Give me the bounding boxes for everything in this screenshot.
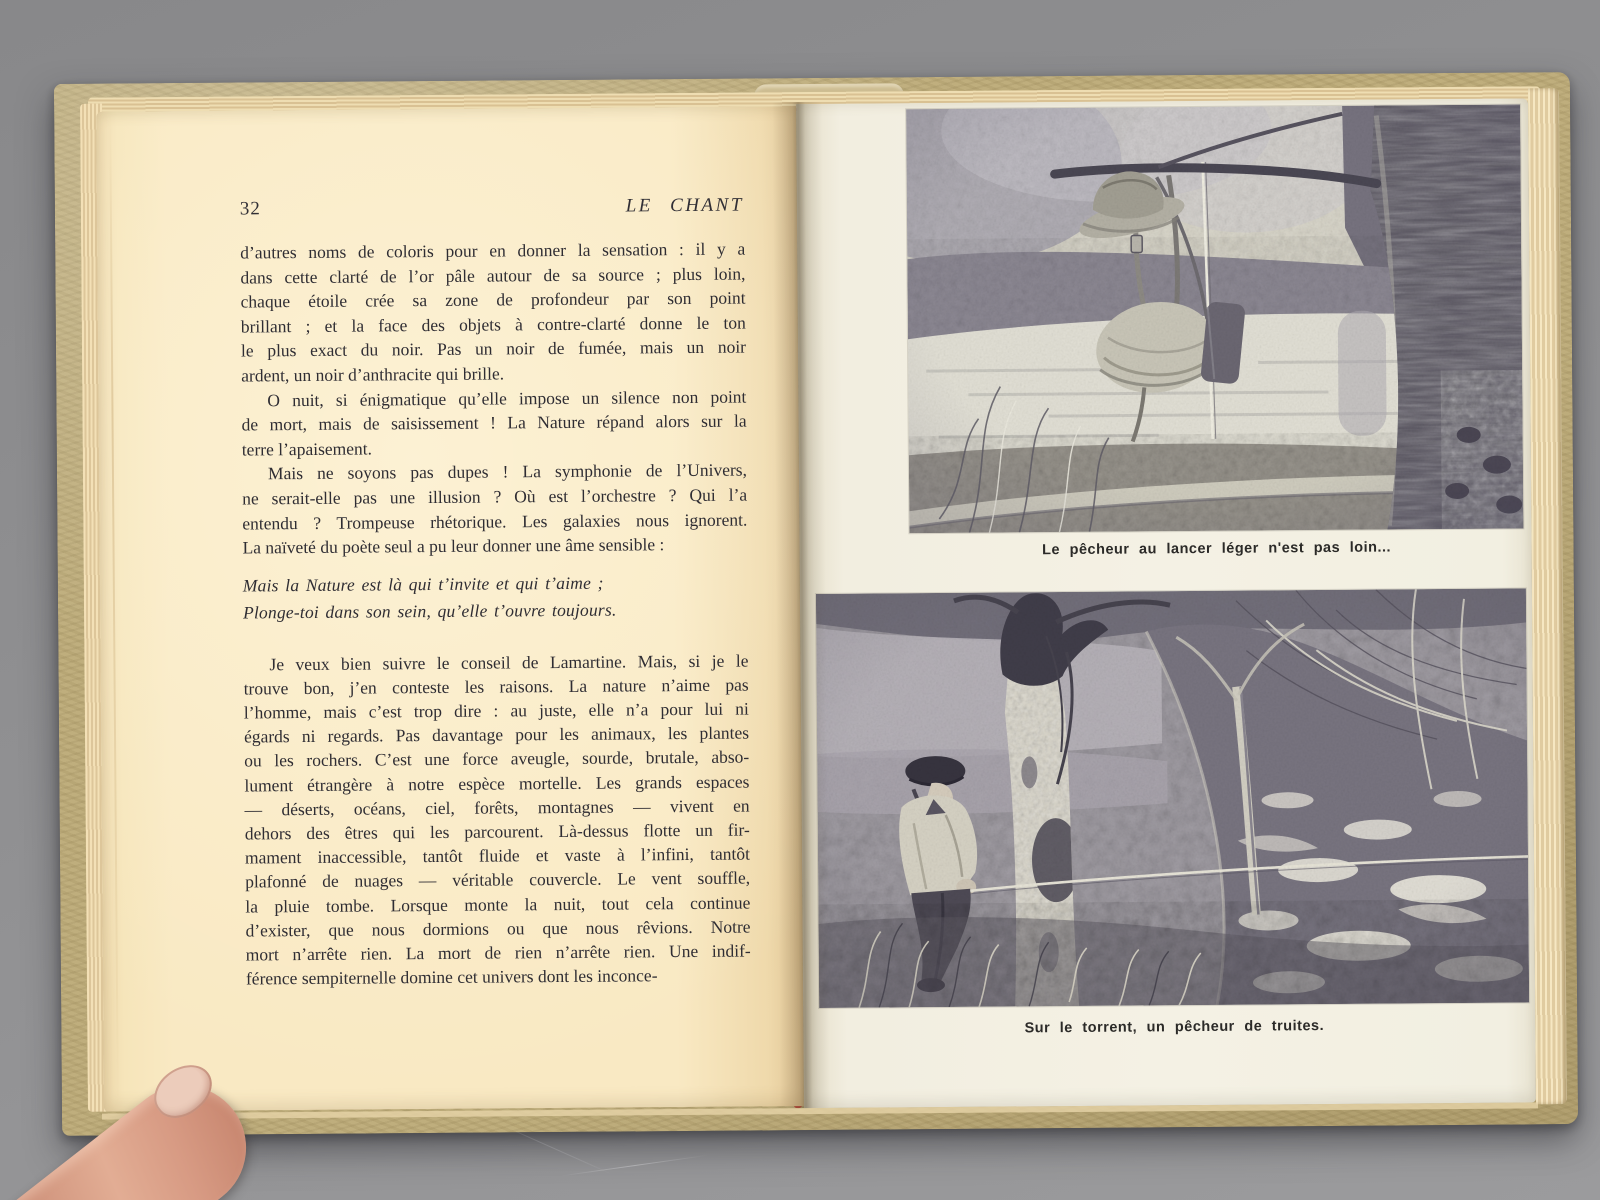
paragraph (243, 648, 751, 991)
text-line: dehors des êtres qui les parcourent. Là-dessus flotte un fir- (244, 819, 750, 844)
text-line: La naïveté du poète seul a pu leur donner une âme sensible : (242, 534, 665, 558)
text-line: l’homme, mais c’est trop dire : au juste, elle n’a pour lui ni (243, 698, 749, 723)
text-line: Je veux bien suivre le conseil de Lamartine. Mais, si je le (269, 650, 749, 675)
photo-torrent-trout-fisher (816, 588, 1529, 1008)
left-page (96, 106, 804, 1111)
page-header (240, 195, 744, 221)
text-line: de mort, mais de saisissement ! La Nature répand alors sur la (241, 410, 747, 435)
text-line: Mais ne soyons pas dupes ! La symphonie de l’Univers, (267, 459, 748, 484)
text-line: — déserts, océans, ciel, forêts, montagnes — vivent en (244, 795, 750, 820)
text-line: ne serait-elle pas une illusion ? Où est l’orchestre ? Qui l’a (242, 484, 748, 509)
text-line: mort n’arrête rien. La mort de rien n’arrête rien. Une indif- (245, 940, 751, 965)
running-header: LE CHANT (625, 194, 744, 217)
text-line: lument étrangère à notre espèce mortelle. Les grands espaces (244, 771, 750, 796)
open-book (54, 72, 1578, 1136)
text-line: la pluie tombe. Lorsque monte la nuit, tout cela continue (245, 892, 751, 917)
text-line: entendu ? Trompeuse rhétorique. Les galaxies nous ignorent. (242, 509, 748, 534)
text-line: trouve bon, j’en conteste les raisons. La nature n’aime pas (243, 674, 749, 699)
text-line: ardent, un noir d’anthracite qui brille. (241, 363, 505, 386)
photo-caption: Le pêcheur au lancer léger n'est pas loin... (1042, 539, 1392, 559)
text-line: brillant ; et la face des objets à contre-clarté donne le ton (240, 312, 746, 337)
photo-riverbank-hat-and-fishing-bag (906, 104, 1523, 533)
text-line: ou les rochers. C’est une force aveugle, sourde, brutale, abso- (244, 746, 750, 771)
text-line: plafonné de nuages — véritable couvercle. Le vent souffle, (245, 867, 751, 892)
text-line: férence sempiternelle domine cet univers dont les inconce- (245, 965, 658, 989)
page-number: 32 (239, 198, 261, 220)
text-line: terre l’apaisement. (241, 438, 373, 460)
text-line: dans cette clarté de l’or pâle autour de sa source ; plus loin, (240, 263, 746, 288)
photo-caption: Sur le torrent, un pêcheur de truites. (1024, 1018, 1325, 1037)
text-line: d’autres noms de coloris pour en donner la sensation : il y a (240, 238, 746, 263)
verse-quote (243, 568, 748, 626)
verse-line: Plonge-toi dans son sein, qu’elle t’ouvre toujours. (242, 599, 617, 623)
text-line: chaque étoile crée sa zone de profondeur par son point (240, 287, 746, 312)
paragraph (240, 237, 746, 389)
text-line: d’exister, que nous dormions ou que nous rêvions. Notre (245, 916, 751, 941)
verse-line: Mais la Nature est là qui t’invite et qui t’aime ; (242, 572, 604, 596)
surface-scratch (561, 1155, 710, 1177)
text-line: le plus exact du noir. Pas un noir de fumée, mais un noir (240, 336, 747, 361)
body-text (240, 237, 751, 991)
text-line: égards ni regards. Pas davantage pour les animaux, les plantes (243, 722, 750, 747)
page-crease (109, 112, 119, 1112)
paragraph (241, 384, 747, 462)
paragraph (242, 458, 748, 560)
text-line: O nuit, si énigmatique qu’elle impose un silence non point (267, 386, 747, 410)
right-page (796, 98, 1536, 1108)
text-line: mament inaccessible, tantôt fluide et vaste à l’infini, tantôt (244, 843, 751, 868)
